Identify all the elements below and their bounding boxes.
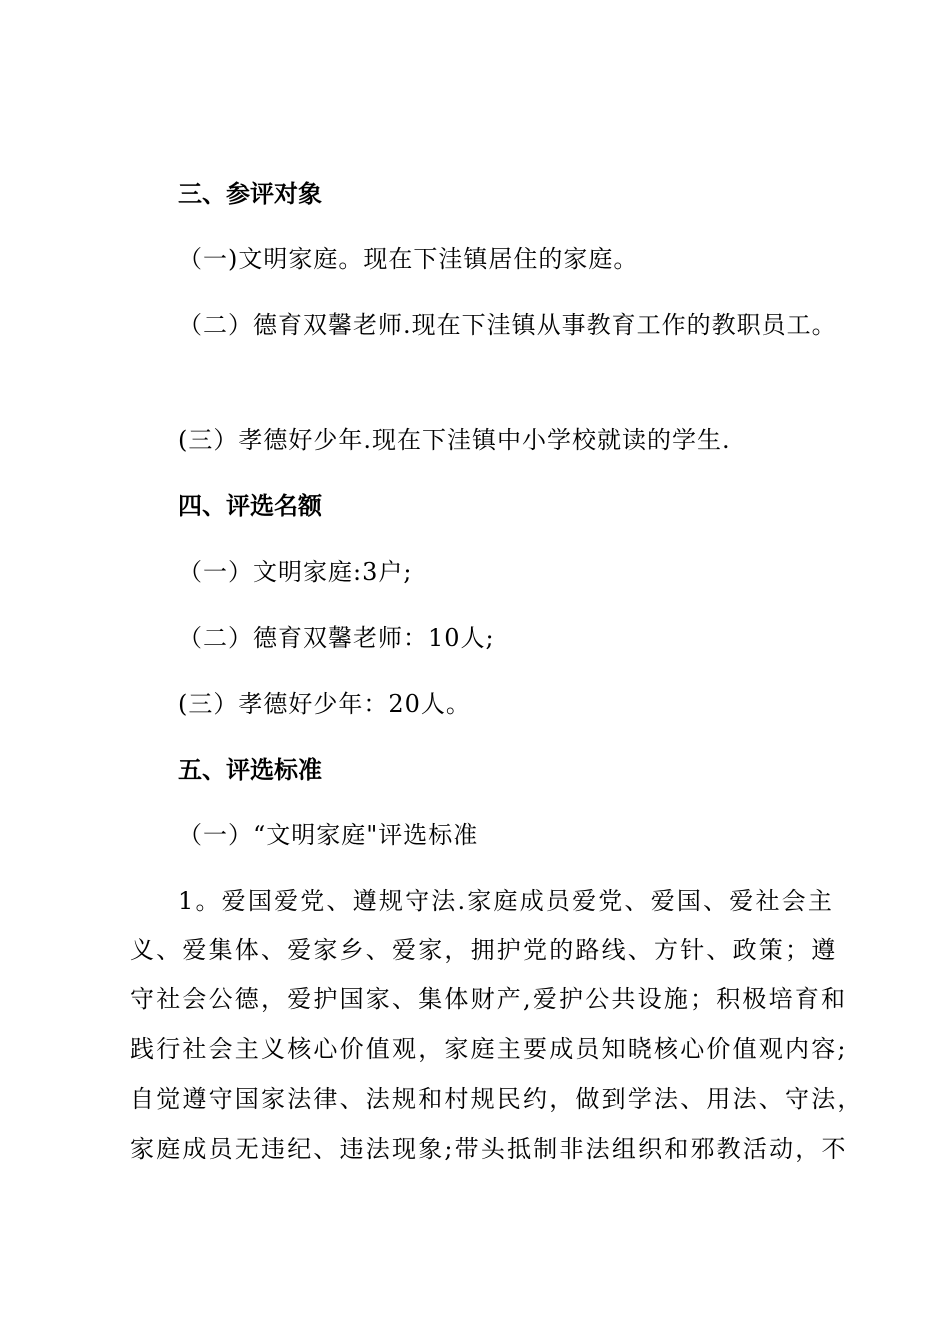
section-heading-quota: 四、评选名额 (178, 492, 322, 520)
participant-item-3: (三）孝德好少年.现在下洼镇中小学校就读的学生. (178, 426, 731, 454)
paragraph-line: 义、爱集体、爱家乡、爱家，拥护党的路线、方针、政策；遵 (130, 936, 838, 964)
participant-item-1: （一)文明家庭。现在下洼镇居住的家庭。 (178, 245, 639, 273)
paragraph-line: 1。爱国爱党、遵规守法.家庭成员爱党、爱国、爱社会主 (178, 887, 835, 915)
paragraph-line: 自觉遵守国家法律、法规和村规民约，做到学法、用法、守法， (130, 1085, 864, 1113)
paragraph-line: 家庭成员无违纪、违法现象;带头抵制非法组织和邪教活动，不 (130, 1135, 848, 1163)
quota-item-2: （二）德育双馨老师：10人; (178, 624, 495, 652)
section-heading-criteria: 五、评选标准 (178, 756, 322, 784)
quota-item-1: （一）文明家庭:3户; (178, 558, 413, 586)
quota-item-3: (三）孝德好少年：20人。 (178, 690, 471, 718)
paragraph-line: 守社会公德，爱护国家、集体财产,爱护公共设施；积极培育和 (130, 985, 848, 1013)
criteria-subheading: （一）“文明家庭"评选标准 (178, 821, 479, 849)
participant-item-2: （二）德育双馨老师.现在下洼镇从事教育工作的教职员工。 (178, 311, 837, 339)
section-heading-participants: 三、参评对象 (178, 180, 322, 208)
paragraph-line: 践行社会主义核心价值观，家庭主要成员知晓核心价值观内容; (130, 1035, 848, 1063)
